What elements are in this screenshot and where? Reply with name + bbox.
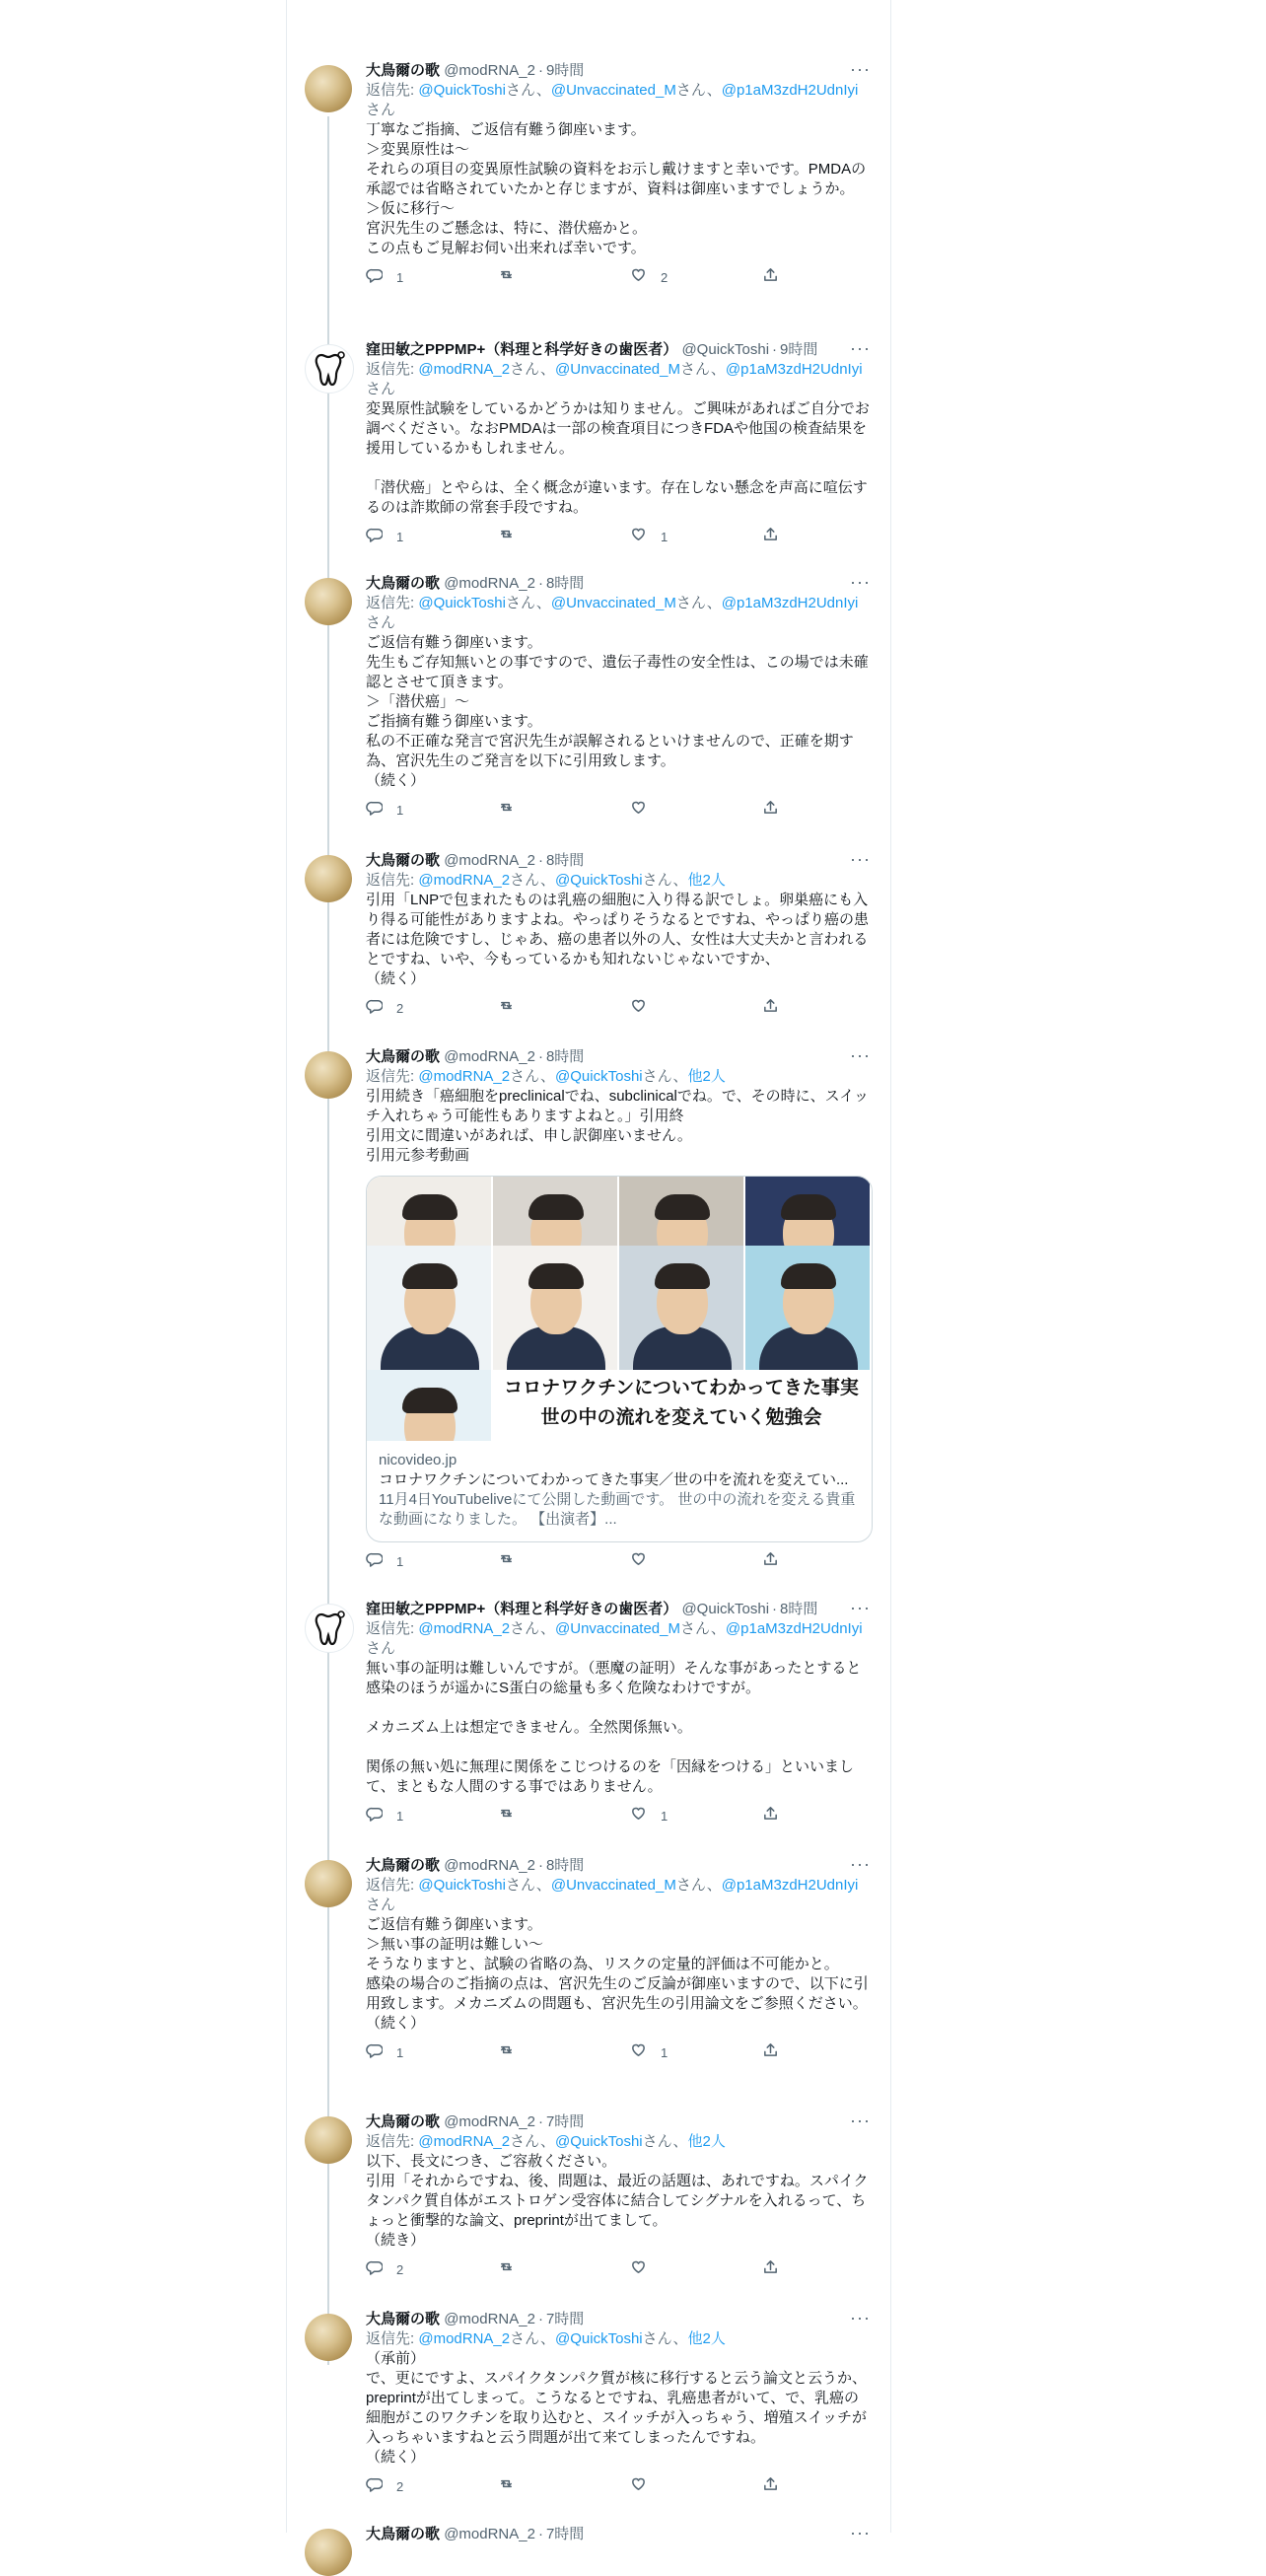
card-domain: nicovideo.jp bbox=[379, 1452, 457, 1468]
card-thumbnail bbox=[367, 1177, 872, 1441]
mention-suffix: さん bbox=[675, 82, 707, 99]
timestamp[interactable]: 8時間 bbox=[545, 1048, 585, 1065]
retweet-icon bbox=[498, 997, 515, 1020]
mention-suffix: さん bbox=[642, 2330, 673, 2347]
mention-separator: 、 bbox=[706, 1877, 722, 1894]
mention-suffix: さん bbox=[510, 872, 541, 889]
mention-separator: 、 bbox=[540, 2330, 556, 2347]
mention-suffix: さん bbox=[505, 82, 536, 99]
reply-count: 2 bbox=[396, 1000, 404, 1016]
mention-separator: 、 bbox=[710, 361, 726, 378]
like-button[interactable] bbox=[630, 2475, 661, 2498]
avatar[interactable] bbox=[305, 344, 354, 394]
tweet-body bbox=[366, 574, 871, 819]
timestamp[interactable]: 9時間 bbox=[545, 62, 585, 79]
tweet-actions bbox=[366, 2475, 871, 2495]
reply-prefix: 返信先: bbox=[366, 1877, 419, 1894]
reply-count: 1 bbox=[396, 1553, 404, 1569]
tweet-header bbox=[366, 574, 871, 594]
separator-dot: · bbox=[537, 1857, 543, 1874]
share-button[interactable] bbox=[762, 2475, 779, 2498]
author-handle[interactable]: @modRNA_2 bbox=[444, 2113, 535, 2130]
banner-line-2: 世の中の流れを変えていく勉強会 bbox=[540, 1407, 822, 1428]
author-name[interactable]: 大鳥爾の歌 bbox=[366, 2311, 441, 2327]
retweet-button[interactable] bbox=[498, 799, 528, 822]
mention-suffix: さん bbox=[675, 1877, 707, 1894]
like-count: 1 bbox=[661, 2044, 668, 2060]
mention-link[interactable]: @p1aM3zdH2UdnIyi bbox=[725, 361, 863, 378]
share-button[interactable] bbox=[762, 2041, 779, 2064]
mention-separator: 、 bbox=[672, 1068, 688, 1085]
share-icon bbox=[762, 799, 779, 822]
share-button[interactable] bbox=[762, 1805, 779, 1827]
share-icon bbox=[762, 2475, 779, 2498]
mention-separator: 、 bbox=[672, 2133, 688, 2150]
speaker-photo bbox=[619, 1246, 743, 1370]
mention-separator: 、 bbox=[540, 2133, 556, 2150]
timestamp[interactable]: 9時間 bbox=[780, 341, 818, 358]
author-handle[interactable]: @modRNA_2 bbox=[444, 2311, 535, 2327]
link-card[interactable] bbox=[366, 1176, 873, 1542]
speaker-hair bbox=[528, 1263, 584, 1289]
speaker-hair bbox=[781, 1263, 836, 1289]
banner-line-1: コロナワクチンについてわかってきた事実 bbox=[504, 1378, 859, 1398]
reply-prefix: 返信先: bbox=[366, 1620, 419, 1637]
mention-suffix: さん bbox=[366, 381, 396, 397]
mention-link[interactable]: @Unvaccinated_M bbox=[555, 1620, 680, 1637]
like-button[interactable] bbox=[630, 799, 661, 822]
share-button[interactable] bbox=[762, 2258, 779, 2281]
thread-line bbox=[327, 1103, 329, 1655]
reply-prefix: 返信先: bbox=[366, 595, 419, 611]
tweet-body bbox=[366, 851, 871, 1017]
more-icon[interactable]: ··· bbox=[850, 572, 871, 592]
mention-suffix: さん bbox=[642, 2133, 673, 2150]
timestamp[interactable]: 8時間 bbox=[545, 575, 585, 592]
mention-suffix: さん bbox=[366, 614, 396, 631]
share-icon bbox=[762, 266, 779, 289]
separator-dot: · bbox=[537, 2526, 543, 2542]
timestamp[interactable]: 7時間 bbox=[545, 2526, 585, 2542]
separator-dot: · bbox=[537, 2311, 543, 2327]
reply-button[interactable] bbox=[366, 997, 403, 1020]
tweet-text: 以下、長文につき、ご容赦ください。 引用「それからですね、後、問題は、最近の話題は、あれですね。スパイクタンパク質自体がエストロゲン受容体に結合してシグナルを入れるって、ちょっと衝撃的な論文、preprintが出てまして。 （続き） bbox=[366, 2153, 869, 2249]
share-icon bbox=[762, 526, 779, 548]
reply-icon bbox=[366, 2475, 383, 2498]
reply-icon bbox=[366, 526, 383, 548]
retweet-icon bbox=[498, 1805, 515, 1827]
avatar[interactable] bbox=[305, 1860, 352, 1907]
retweet-button[interactable] bbox=[498, 2475, 528, 2498]
more-icon[interactable]: ··· bbox=[850, 338, 871, 358]
retweet-icon bbox=[498, 1550, 515, 1573]
mention-link[interactable]: @modRNA_2 bbox=[418, 2330, 511, 2347]
like-button[interactable] bbox=[630, 1550, 661, 1573]
others-link[interactable]: 他2人 bbox=[687, 2330, 726, 2347]
avatar[interactable] bbox=[305, 65, 352, 112]
tweet-actions bbox=[366, 2258, 871, 2278]
mention-link[interactable]: @Unvaccinated_M bbox=[550, 1877, 676, 1894]
separator-dot: · bbox=[772, 1601, 778, 1617]
author-handle[interactable]: @modRNA_2 bbox=[444, 852, 535, 869]
mention-suffix: さん bbox=[642, 1068, 673, 1085]
tweet-actions bbox=[366, 799, 871, 819]
mention-link[interactable]: @modRNA_2 bbox=[418, 872, 511, 889]
tweet-body bbox=[366, 1856, 871, 2061]
retweet-icon bbox=[498, 266, 515, 289]
more-icon[interactable]: ··· bbox=[850, 2523, 871, 2542]
tweet-body bbox=[366, 1600, 871, 1825]
tweet-text: ご返信有難う御座います。 ＞無い事の証明は難しい～ そうなりますと、試験の省略の為、リスクの定量的評価は不可能かと。 感染の場合のご指摘の点は、宮沢先生のご反論が御座いますので、以下に引用致します。メカニズムの問題も、宮沢先生の引用論文をご参照ください。 （続く） bbox=[366, 1916, 869, 2032]
avatar[interactable] bbox=[305, 578, 352, 625]
author-handle[interactable]: @modRNA_2 bbox=[444, 62, 535, 79]
mention-separator: 、 bbox=[672, 872, 688, 889]
retweet-icon bbox=[498, 799, 515, 822]
reply-count: 1 bbox=[396, 2044, 404, 2060]
reply-prefix: 返信先: bbox=[366, 2330, 419, 2347]
author-handle[interactable]: @QuickToshi bbox=[681, 1601, 770, 1617]
separator-dot: · bbox=[537, 2113, 543, 2130]
like-icon bbox=[630, 2475, 647, 2498]
card-description: 11月4日YouTubeliveにて公開した動画です。 世の中の流れを変える貴重な動画になりました。 【出演者】... bbox=[379, 1491, 856, 1528]
author-name[interactable]: 窪田敏之PPPMP+（料理と科学好きの歯医者） bbox=[366, 1601, 678, 1617]
card-title: コロナワクチンについてわかってきた事実／世の中を流れを変えてい... bbox=[379, 1471, 849, 1488]
reply-button[interactable] bbox=[366, 2475, 403, 2498]
like-icon bbox=[630, 997, 647, 1020]
others-link[interactable]: 他2人 bbox=[687, 872, 726, 889]
author-handle[interactable]: @modRNA_2 bbox=[444, 1857, 535, 1874]
mention-suffix: さん bbox=[505, 1877, 536, 1894]
tweet-actions bbox=[366, 997, 871, 1017]
mention-suffix: さん bbox=[510, 1620, 541, 1637]
reply-button[interactable] bbox=[366, 266, 403, 289]
speaker-hair bbox=[781, 1194, 836, 1220]
reply-to-line bbox=[366, 2132, 871, 2152]
separator-dot: · bbox=[537, 1048, 543, 1065]
tweet-header bbox=[366, 1047, 871, 1067]
others-link[interactable]: 他2人 bbox=[687, 2133, 726, 2150]
timestamp[interactable]: 8時間 bbox=[545, 1857, 585, 1874]
like-button[interactable] bbox=[630, 266, 668, 289]
reply-prefix: 返信先: bbox=[366, 872, 419, 889]
tweet-actions bbox=[366, 266, 871, 286]
mention-suffix: さん bbox=[679, 1620, 711, 1637]
others-link[interactable]: 他2人 bbox=[687, 1068, 726, 1085]
reply-icon bbox=[366, 1805, 383, 1827]
mention-link[interactable]: @QuickToshi bbox=[418, 1877, 506, 1894]
reply-count: 1 bbox=[396, 269, 404, 285]
tweet-body bbox=[366, 340, 871, 545]
like-icon bbox=[630, 1805, 647, 1827]
like-button[interactable] bbox=[630, 997, 661, 1020]
timestamp[interactable]: 7時間 bbox=[545, 2311, 585, 2327]
avatar[interactable] bbox=[305, 2116, 352, 2164]
tweet-body bbox=[366, 61, 871, 286]
like-button[interactable] bbox=[630, 2258, 661, 2281]
like-button[interactable] bbox=[630, 526, 668, 548]
share-button[interactable] bbox=[762, 266, 779, 289]
mention-link[interactable]: @p1aM3zdH2UdnIyi bbox=[721, 595, 859, 611]
avatar[interactable] bbox=[305, 855, 352, 902]
mention-suffix: さん bbox=[675, 595, 707, 611]
mention-suffix: さん bbox=[366, 1896, 396, 1913]
reply-button[interactable] bbox=[366, 1550, 403, 1573]
mention-suffix: さん bbox=[510, 2330, 541, 2347]
separator-dot: · bbox=[537, 575, 543, 592]
mention-link[interactable]: @QuickToshi bbox=[555, 2133, 643, 2150]
mention-suffix: さん bbox=[510, 361, 541, 378]
reply-icon bbox=[366, 997, 383, 1020]
retweet-button[interactable] bbox=[498, 2258, 528, 2281]
reply-count: 1 bbox=[396, 1808, 404, 1824]
reply-to-line bbox=[366, 594, 871, 633]
author-name[interactable]: 大鳥爾の歌 bbox=[366, 1048, 441, 1065]
mention-separator: 、 bbox=[540, 361, 556, 378]
reply-button[interactable] bbox=[366, 2041, 403, 2064]
author-handle[interactable]: @modRNA_2 bbox=[444, 2526, 535, 2542]
share-button[interactable] bbox=[762, 1550, 779, 1573]
reply-icon bbox=[366, 2041, 383, 2064]
author-name[interactable]: 大鳥爾の歌 bbox=[366, 2526, 441, 2542]
mention-link[interactable]: @QuickToshi bbox=[418, 595, 506, 611]
separator-dot: · bbox=[537, 62, 543, 79]
reply-to-line bbox=[366, 1067, 871, 1087]
reply-icon bbox=[366, 1550, 383, 1573]
retweet-button[interactable] bbox=[498, 526, 528, 548]
speaker-hair bbox=[402, 1388, 457, 1413]
tweet-body bbox=[366, 2525, 871, 2544]
tweet-header bbox=[366, 851, 871, 871]
mention-link[interactable]: @p1aM3zdH2UdnIyi bbox=[721, 1877, 859, 1894]
retweet-icon bbox=[498, 2475, 515, 2498]
tweet-actions bbox=[366, 1550, 871, 1570]
separator-dot: · bbox=[772, 341, 778, 358]
tweet-header bbox=[366, 61, 871, 81]
reply-button[interactable] bbox=[366, 799, 403, 822]
tweet-body bbox=[366, 1047, 871, 1570]
reply-button[interactable] bbox=[366, 1805, 403, 1827]
speaker-hair bbox=[528, 1194, 584, 1220]
author-name[interactable]: 窪田敏之PPPMP+（料理と科学好きの歯医者） bbox=[366, 341, 678, 358]
share-button[interactable] bbox=[762, 997, 779, 1020]
mention-link[interactable]: @Unvaccinated_M bbox=[555, 361, 680, 378]
more-icon[interactable]: ··· bbox=[850, 59, 871, 79]
reply-prefix: 返信先: bbox=[366, 2133, 419, 2150]
speaker-photo bbox=[745, 1246, 870, 1370]
timestamp[interactable]: 7時間 bbox=[545, 2113, 585, 2130]
mention-link[interactable]: @modRNA_2 bbox=[418, 2133, 511, 2150]
tweet-text: 無い事の証明は難しいんですが。（悪魔の証明）そんな事があったとすると感染のほうが遥かにS蛋白の総量も多く危険なわけですが。 メカニズム上は想定できません。全然関係無い。 関係の無い処に無理に関係をこじつけるのを「因縁をつける」といいまして、まともな人間のする事ではありません。 bbox=[366, 1660, 862, 1795]
tweet-text: 丁寧なご指摘、ご返信有難う御座います。 ＞変異原性は～ それらの項目の変異原性試験の資料をお示し戴けますと幸いです。PMDAの承認では省略されていたかと存じますが、資料は御座いますでしょうか。 ＞仮に移行～ 宮沢先生のご懸念は、特に、潜伏癌かと。 この点もご見解お伺い出来れば幸いです。 bbox=[366, 121, 867, 256]
reply-icon bbox=[366, 799, 383, 822]
mention-separator: 、 bbox=[706, 595, 722, 611]
reply-icon bbox=[366, 2258, 383, 2281]
mention-link[interactable]: @Unvaccinated_M bbox=[550, 82, 676, 99]
author-handle[interactable]: @QuickToshi bbox=[681, 341, 770, 358]
author-name[interactable]: 大鳥爾の歌 bbox=[366, 2113, 441, 2130]
like-button[interactable] bbox=[630, 1805, 668, 1827]
like-count: 1 bbox=[661, 1808, 668, 1824]
mention-suffix: さん bbox=[679, 361, 711, 378]
share-icon bbox=[762, 1805, 779, 1827]
mention-suffix: さん bbox=[510, 1068, 541, 1085]
mention-suffix: さん bbox=[510, 2133, 541, 2150]
avatar[interactable] bbox=[305, 2529, 352, 2576]
speaker-photo bbox=[493, 1246, 617, 1370]
mention-separator: 、 bbox=[540, 1620, 556, 1637]
reply-prefix: 返信先: bbox=[366, 361, 419, 378]
mention-separator: 、 bbox=[540, 872, 556, 889]
mention-separator: 、 bbox=[710, 1620, 726, 1637]
tweet-body bbox=[366, 2310, 871, 2495]
more-icon[interactable]: ··· bbox=[850, 2111, 871, 2130]
reply-button[interactable] bbox=[366, 2258, 403, 2281]
share-icon bbox=[762, 2041, 779, 2064]
more-icon[interactable]: ··· bbox=[850, 1598, 871, 1617]
tweet-actions bbox=[366, 2041, 871, 2061]
reply-to-line bbox=[366, 2329, 871, 2349]
share-button[interactable] bbox=[762, 799, 779, 822]
reply-prefix: 返信先: bbox=[366, 1068, 419, 1085]
tweet-header bbox=[366, 2112, 871, 2132]
mention-link[interactable]: @modRNA_2 bbox=[418, 1620, 511, 1637]
retweet-button[interactable] bbox=[498, 1805, 528, 1827]
tweet-text: ご返信有難う御座います。 先生もご存知無いとの事ですので、遺伝子毒性の安全性は、この場では未確認とさせて頂きます。 ＞「潜伏癌」～ ご指摘有難う御座います。 私の不正確な発言で宮沢先生が誤解されるといけませんので、正確を期す為、宮沢先生のご発言を以下に引用致します。 （続く） bbox=[366, 634, 869, 789]
like-icon bbox=[630, 2258, 647, 2281]
author-name[interactable]: 大鳥爾の歌 bbox=[366, 62, 441, 79]
author-handle[interactable]: @modRNA_2 bbox=[444, 1048, 535, 1065]
reply-count: 1 bbox=[396, 529, 404, 544]
author-handle[interactable]: @modRNA_2 bbox=[444, 575, 535, 592]
tweet-header bbox=[366, 340, 871, 360]
tweet-actions bbox=[366, 1805, 871, 1825]
like-count: 1 bbox=[661, 529, 668, 544]
more-icon[interactable]: ··· bbox=[850, 1854, 871, 1874]
reply-count: 1 bbox=[396, 802, 404, 818]
mention-link[interactable]: @p1aM3zdH2UdnIyi bbox=[725, 1620, 863, 1637]
mention-suffix: さん bbox=[505, 595, 536, 611]
mention-link[interactable]: @p1aM3zdH2UdnIyi bbox=[721, 82, 859, 99]
tweet-header bbox=[366, 2310, 871, 2329]
retweet-icon bbox=[498, 2041, 515, 2064]
like-icon bbox=[630, 1550, 647, 1573]
author-name[interactable]: 大鳥爾の歌 bbox=[366, 575, 441, 592]
like-icon bbox=[630, 266, 647, 289]
mention-link[interactable]: @QuickToshi bbox=[555, 2330, 643, 2347]
tweet-actions bbox=[366, 526, 871, 545]
mention-link[interactable]: @QuickToshi bbox=[418, 82, 506, 99]
mention-suffix: さん bbox=[366, 102, 396, 118]
reply-to-line bbox=[366, 1876, 871, 1915]
mention-suffix: さん bbox=[642, 872, 673, 889]
mention-suffix: さん bbox=[366, 1640, 396, 1657]
mention-link[interactable]: @Unvaccinated_M bbox=[550, 595, 676, 611]
like-icon bbox=[630, 2041, 647, 2064]
tweet-header bbox=[366, 2525, 871, 2544]
separator-dot: · bbox=[537, 852, 543, 869]
share-icon bbox=[762, 997, 779, 1020]
reply-count: 2 bbox=[396, 2478, 404, 2494]
reply-to-line bbox=[366, 81, 871, 120]
speaker-hair bbox=[402, 1263, 457, 1289]
speaker-hair bbox=[655, 1194, 710, 1220]
author-name[interactable]: 大鳥爾の歌 bbox=[366, 1857, 441, 1874]
reply-to-line bbox=[366, 871, 871, 891]
retweet-button[interactable] bbox=[498, 2041, 528, 2064]
speaker-hair bbox=[655, 1263, 710, 1289]
avatar[interactable] bbox=[305, 1051, 352, 1099]
mention-separator: 、 bbox=[535, 82, 551, 99]
reply-button[interactable] bbox=[366, 526, 403, 548]
mention-separator: 、 bbox=[535, 595, 551, 611]
avatar[interactable] bbox=[305, 1604, 354, 1653]
share-icon bbox=[762, 1550, 779, 1573]
retweet-icon bbox=[498, 2258, 515, 2281]
speaker-hair bbox=[402, 1194, 457, 1220]
retweet-icon bbox=[498, 526, 515, 548]
retweet-button[interactable] bbox=[498, 1550, 528, 1573]
tweet-text: 変異原性試験をしているかどうかは知りません。ご興味があればご自分でお調べください。なおPMDAは一部の検査項目につきFDAや他国の検査結果を援用しているかもしれません。 「潜伏癌」とやらは、全く概念が違います。存在しない懸念を声高に喧伝するのは詐欺師の常套手段ですね。 bbox=[366, 400, 870, 516]
tweet-text: 引用「LNPで包まれたものは乳癌の細胞に入り得る訳でしょ。卵巣癌にも入り得る可能性がありますよね。やっぱりそうなるとですね、やっぱり癌の患者には危険ですし、じゃあ、癌の患者以外の人、女性は大丈夫かと言われるとですね、いや、今もっているかも知れないじゃないですか、 （続く） bbox=[366, 892, 870, 987]
reply-to-line bbox=[366, 1619, 871, 1659]
more-icon[interactable]: ··· bbox=[850, 1045, 871, 1065]
card-banner bbox=[491, 1374, 872, 1441]
mention-separator: 、 bbox=[540, 1068, 556, 1085]
retweet-button[interactable] bbox=[498, 997, 528, 1020]
like-icon bbox=[630, 526, 647, 548]
retweet-button[interactable] bbox=[498, 266, 528, 289]
reply-count: 2 bbox=[396, 2261, 404, 2277]
tweet-body bbox=[366, 2112, 871, 2278]
avatar[interactable] bbox=[305, 2314, 352, 2361]
mention-separator: 、 bbox=[535, 1877, 551, 1894]
reply-icon bbox=[366, 266, 383, 289]
mention-link[interactable]: @QuickToshi bbox=[555, 1068, 643, 1085]
share-button[interactable] bbox=[762, 526, 779, 548]
timeline-column bbox=[286, 0, 891, 2542]
mention-link[interactable]: @modRNA_2 bbox=[418, 361, 511, 378]
tweet-text: （承前） で、更にですよ、スパイクタンパク質が核に移行すると云う論文と云うか、preprintが出てしまって。こうなるとですね、乳癌患者がいて、で、乳癌の細胞がこのワクチンを取り込むと、スイッチが入っちゃう、増殖スイッチが入っちゃいますねと云う問題が出て来てしまったんですね。 （続く） bbox=[366, 2350, 868, 2466]
speaker-photo bbox=[367, 1370, 491, 1441]
like-icon bbox=[630, 799, 647, 822]
share-icon bbox=[762, 2258, 779, 2281]
author-name[interactable]: 大鳥爾の歌 bbox=[366, 852, 441, 869]
like-count: 2 bbox=[661, 269, 668, 285]
tweet-header bbox=[366, 1600, 871, 1619]
card-meta bbox=[367, 1441, 872, 1541]
mention-link[interactable]: @QuickToshi bbox=[555, 872, 643, 889]
tweet-text: 引用続き「癌細胞をpreclinicalでね、subclinicalでね。で、その時に、スイッチ入れちゃう可能性もありますよねと。」引用終 引用文に間違いがあれば、申し訳御座いません。 引用元参考動画 bbox=[366, 1088, 869, 1164]
mention-link[interactable]: @modRNA_2 bbox=[418, 1068, 511, 1085]
speaker-photo bbox=[367, 1246, 491, 1370]
reply-prefix: 返信先: bbox=[366, 82, 419, 99]
tweet-header bbox=[366, 1856, 871, 1876]
mention-separator: 、 bbox=[706, 82, 722, 99]
timestamp[interactable]: 8時間 bbox=[780, 1601, 818, 1617]
more-icon[interactable]: ··· bbox=[850, 2308, 871, 2327]
reply-to-line bbox=[366, 360, 871, 399]
timestamp[interactable]: 8時間 bbox=[545, 852, 585, 869]
like-button[interactable] bbox=[630, 2041, 668, 2064]
more-icon[interactable]: ··· bbox=[850, 849, 871, 869]
mention-separator: 、 bbox=[672, 2330, 688, 2347]
